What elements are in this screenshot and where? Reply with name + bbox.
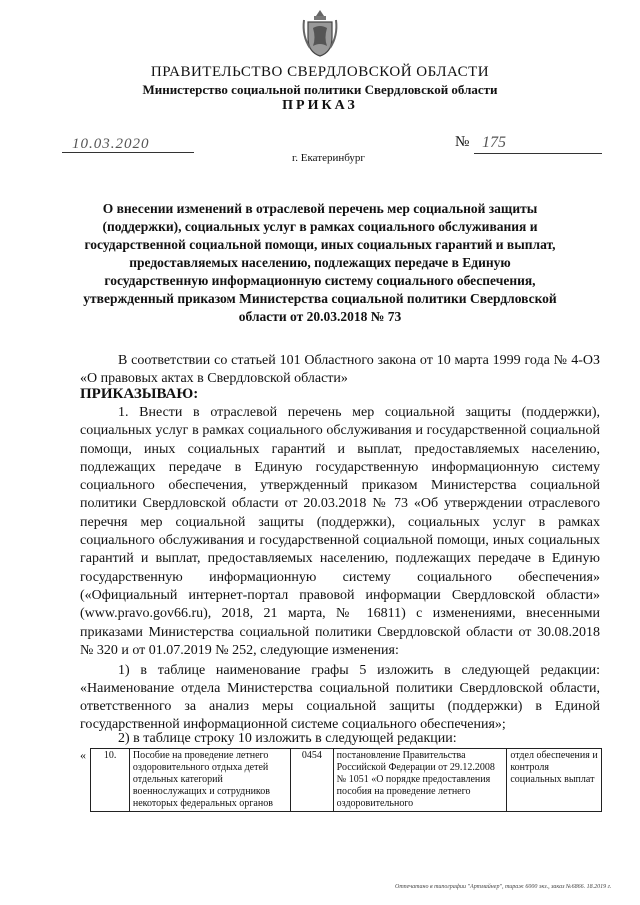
date-underline (62, 152, 194, 153)
order-word: ПРИКАЗЫВАЮ: (80, 386, 199, 402)
row-number: 10. (91, 749, 129, 812)
measure-name: Пособие на проведение летнего оздоровительного отдыха детей отдельных категорий военнослужащих и сотрудников некоторых федеральных органов (129, 749, 290, 812)
open-quote: « (80, 747, 86, 762)
order-number: 175 (482, 134, 506, 151)
measure-code: 0454 (291, 749, 334, 812)
print-footer: Отпечатано в типографии "Артмайнер", тираж 6000 экз., заказ №6866. 18.2019 г. (395, 884, 612, 890)
coat-of-arms-emblem (300, 8, 340, 58)
document-type: ПРИКАЗ (282, 98, 358, 113)
number-sign: № (455, 134, 470, 150)
amendment-table (80, 748, 602, 812)
legal-basis: постановление Правительства Российской Федерации от 29.12.2008 № 1051 «О порядке предоставления пособия на проведение летнего оздоровительного (333, 749, 507, 812)
sub-item-2-text: 2) в таблице строку 10 изложить в следующей редакции: (118, 731, 457, 746)
item-1-text: 1. Внести в отраслевой перечень мер социальной защиты (поддержки), социальных услуг в рамках социального обслуживания и государственной социальной помощи, иных социальных гарантий и выплат, предоставляемых населению, подлежащих передаче в Единую государственную информационную систему социального обеспечения, утвержденный приказом Министерства социальной политики Свердловской области от 20.03.2018 № 73 «Об утверждении отраслевого перечня мер социальной защиты (поддержки), социальных услуг в рамках социального обслуживания и государственной социальной помощи, иных социальных гарантий и выплат, предоставляемых населению, подлежащих передаче в Единую государственную информационную систему социального обеспечения» («Официальный интернет-портал правовой информации Свердловской области» (www.pravo.gov66.ru), 2018, 21 марта, № 16811) с изменениями, внесенными приказами Министерства социальной политики Свердловской области от 30.08.2018 № 320 и от 01.07.2019 № 252, следующие изменения: (80, 405, 600, 658)
city: г. Екатеринбург (292, 152, 365, 164)
number-underline (474, 153, 602, 154)
ministry-name: Министерство социальной политики Свердловской области (142, 82, 498, 97)
table-row (80, 749, 602, 812)
government-name: ПРАВИТЕЛЬСТВО СВЕРДЛОВСКОЙ ОБЛАСТИ (150, 64, 490, 80)
sub-item-1-text: 1) в таблице наименование графы 5 изложить в следующей редакции: «Наименование отдела Министерства социальной политики Свердловской области, ответственного за анализ меры социальной защиты (поддержки) в Единой государственной информационной системе социального обеспечения»; (80, 663, 600, 732)
preamble: В соответствии со статьей 101 Областного закона от 10 марта 1999 года № 4-ОЗ «О правовых актах в Свердловской области» (80, 353, 600, 386)
order-title: О внесении изменений в отраслевой перечень мер социальной защиты (поддержки), социальных услуг в рамках социального обслуживания и государственной социальной помощи, иных социальных гарантий и выплат, предоставляемых населению, подлежащих передаче в Единую государственную информационную систему социального обеспечения, утвержденный приказом Министерства социальной политики Свердловской области от 20.03.2018 № 73 (83, 201, 557, 324)
order-date: 10.03.2020 (72, 136, 150, 152)
responsible-department: отдел обеспечения и контроля социальных выплат (507, 749, 602, 812)
